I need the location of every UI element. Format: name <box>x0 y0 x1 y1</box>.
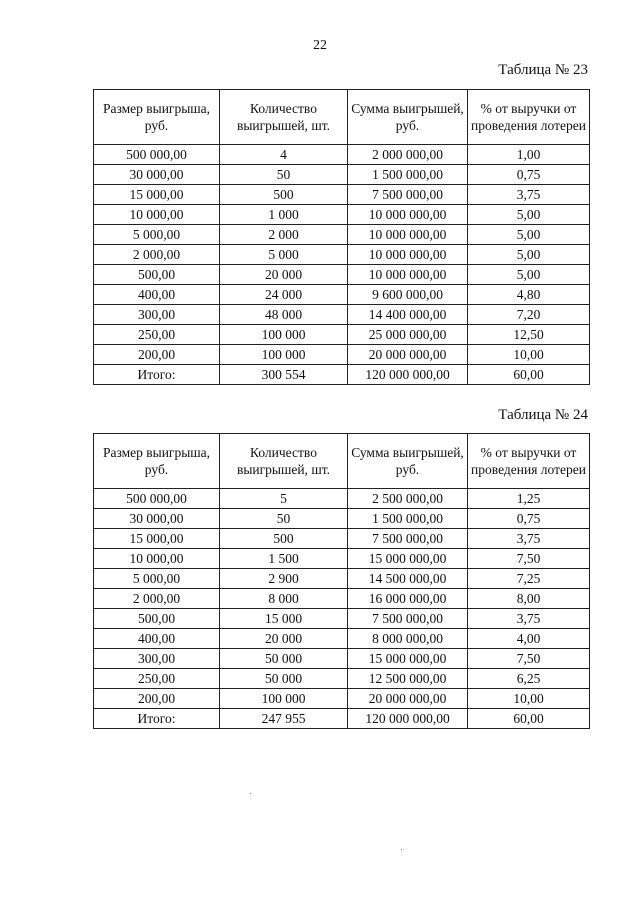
cell-prize-count: 15 000 <box>220 609 348 629</box>
cell-prize-sum: 15 000 000,00 <box>348 649 468 669</box>
table-row <box>94 225 590 245</box>
cell-revenue-percent: 60,00 <box>468 709 590 729</box>
cell-prize-size: 400,00 <box>94 285 220 305</box>
cell-revenue-percent: 3,75 <box>468 185 590 205</box>
cell-prize-sum: 10 000 000,00 <box>348 265 468 285</box>
cell-prize-size: 300,00 <box>94 649 220 669</box>
cell-revenue-percent: 8,00 <box>468 589 590 609</box>
cell-revenue-percent: 7,50 <box>468 549 590 569</box>
table-row <box>94 549 590 569</box>
table-row <box>94 669 590 689</box>
cell-prize-size: 400,00 <box>94 629 220 649</box>
cell-revenue-percent: 5,00 <box>468 205 590 225</box>
cell-prize-size: 500 000,00 <box>94 489 220 509</box>
cell-revenue-percent: 0,75 <box>468 509 590 529</box>
header-prize-sum: Сумма выигрышей, руб. <box>348 434 468 489</box>
table-row <box>94 205 590 225</box>
header-prize-size: Размер выигрыша, руб. <box>94 90 220 145</box>
cell-prize-size: 10 000,00 <box>94 205 220 225</box>
cell-prize-sum: 10 000 000,00 <box>348 225 468 245</box>
cell-prize-count: 5 <box>220 489 348 509</box>
header-prize-count: Количество выигрышей, шт. <box>220 434 348 489</box>
cell-prize-sum: 20 000 000,00 <box>348 345 468 365</box>
cell-revenue-percent: 7,20 <box>468 305 590 325</box>
cell-prize-size: 2 000,00 <box>94 589 220 609</box>
cell-prize-count: 48 000 <box>220 305 348 325</box>
cell-prize-sum: 120 000 000,00 <box>348 365 468 385</box>
cell-prize-sum: 14 500 000,00 <box>348 569 468 589</box>
cell-revenue-percent: 3,75 <box>468 529 590 549</box>
cell-prize-size: Итого: <box>94 365 220 385</box>
cell-revenue-percent: 4,80 <box>468 285 590 305</box>
cell-prize-sum: 10 000 000,00 <box>348 205 468 225</box>
cell-prize-sum: 7 500 000,00 <box>348 529 468 549</box>
cell-revenue-percent: 3,75 <box>468 609 590 629</box>
cell-revenue-percent: 5,00 <box>468 245 590 265</box>
table-row <box>94 285 590 305</box>
table-24-caption: Таблица № 24 <box>498 407 588 423</box>
cell-prize-count: 2 900 <box>220 569 348 589</box>
cell-prize-size: 30 000,00 <box>94 165 220 185</box>
table-row <box>94 489 590 509</box>
header-prize-sum: Сумма выигрышей, руб. <box>348 90 468 145</box>
cell-revenue-percent: 10,00 <box>468 345 590 365</box>
cell-prize-count: 100 000 <box>220 325 348 345</box>
header-prize-size: Размер выигрыша, руб. <box>94 434 220 489</box>
cell-prize-count: 1 500 <box>220 549 348 569</box>
prize-table-24 <box>93 433 590 729</box>
cell-prize-count: 100 000 <box>220 345 348 365</box>
cell-prize-count: 50 <box>220 509 348 529</box>
cell-prize-count: 50 000 <box>220 669 348 689</box>
cell-prize-count: 24 000 <box>220 285 348 305</box>
cell-revenue-percent: 7,25 <box>468 569 590 589</box>
cell-revenue-percent: 10,00 <box>468 689 590 709</box>
scan-speck <box>401 849 402 850</box>
cell-prize-count: 500 <box>220 185 348 205</box>
cell-revenue-percent: 60,00 <box>468 365 590 385</box>
table-row <box>94 165 590 185</box>
header-revenue-percent: % от выручки от проведения лотереи <box>468 434 590 489</box>
cell-prize-size: 500 000,00 <box>94 145 220 165</box>
header-revenue-percent: % от выручки от проведения лотереи <box>468 90 590 145</box>
cell-prize-count: 50 000 <box>220 649 348 669</box>
table-row <box>94 589 590 609</box>
cell-prize-size: 15 000,00 <box>94 185 220 205</box>
table-row <box>94 609 590 629</box>
cell-prize-sum: 1 500 000,00 <box>348 165 468 185</box>
cell-prize-count: 100 000 <box>220 689 348 709</box>
cell-prize-sum: 2 000 000,00 <box>348 145 468 165</box>
cell-prize-size: 15 000,00 <box>94 529 220 549</box>
cell-revenue-percent: 1,25 <box>468 489 590 509</box>
cell-prize-sum: 2 500 000,00 <box>348 489 468 509</box>
table-row <box>94 689 590 709</box>
cell-prize-count: 300 554 <box>220 365 348 385</box>
cell-prize-sum: 10 000 000,00 <box>348 245 468 265</box>
cell-prize-sum: 9 600 000,00 <box>348 285 468 305</box>
cell-prize-sum: 20 000 000,00 <box>348 689 468 709</box>
cell-prize-count: 247 955 <box>220 709 348 729</box>
table-row <box>94 265 590 285</box>
cell-revenue-percent: 12,50 <box>468 325 590 345</box>
cell-prize-sum: 1 500 000,00 <box>348 509 468 529</box>
table-row <box>94 185 590 205</box>
cell-prize-count: 20 000 <box>220 629 348 649</box>
cell-prize-size: 2 000,00 <box>94 245 220 265</box>
table-row <box>94 145 590 165</box>
cell-prize-size: 200,00 <box>94 689 220 709</box>
cell-revenue-percent: 7,50 <box>468 649 590 669</box>
table-row <box>94 345 590 365</box>
cell-prize-sum: 12 500 000,00 <box>348 669 468 689</box>
cell-prize-sum: 7 500 000,00 <box>348 609 468 629</box>
cell-revenue-percent: 0,75 <box>468 165 590 185</box>
cell-prize-size: Итого: <box>94 709 220 729</box>
cell-prize-size: 200,00 <box>94 345 220 365</box>
cell-prize-count: 1 000 <box>220 205 348 225</box>
table-total-row <box>94 365 590 385</box>
cell-prize-size: 250,00 <box>94 669 220 689</box>
table-row <box>94 305 590 325</box>
cell-prize-count: 4 <box>220 145 348 165</box>
table-header-row <box>94 90 590 145</box>
cell-revenue-percent: 5,00 <box>468 225 590 245</box>
cell-prize-sum: 7 500 000,00 <box>348 185 468 205</box>
cell-prize-count: 20 000 <box>220 265 348 285</box>
cell-prize-sum: 14 400 000,00 <box>348 305 468 325</box>
scan-speck <box>250 793 251 794</box>
cell-prize-count: 2 000 <box>220 225 348 245</box>
cell-revenue-percent: 1,00 <box>468 145 590 165</box>
table-row <box>94 569 590 589</box>
cell-prize-size: 5 000,00 <box>94 569 220 589</box>
cell-prize-size: 30 000,00 <box>94 509 220 529</box>
cell-prize-size: 10 000,00 <box>94 549 220 569</box>
cell-prize-size: 300,00 <box>94 305 220 325</box>
cell-prize-size: 250,00 <box>94 325 220 345</box>
cell-prize-size: 500,00 <box>94 265 220 285</box>
table-total-row <box>94 709 590 729</box>
cell-prize-sum: 8 000 000,00 <box>348 629 468 649</box>
page-number: 22 <box>313 38 327 53</box>
table-row <box>94 509 590 529</box>
cell-prize-count: 8 000 <box>220 589 348 609</box>
table-row <box>94 325 590 345</box>
table-row <box>94 629 590 649</box>
cell-prize-sum: 120 000 000,00 <box>348 709 468 729</box>
table-row <box>94 529 590 549</box>
prize-table-23 <box>93 89 590 385</box>
cell-prize-sum: 16 000 000,00 <box>348 589 468 609</box>
cell-revenue-percent: 5,00 <box>468 265 590 285</box>
table-23-caption: Таблица № 23 <box>498 62 588 78</box>
table-header-row <box>94 434 590 489</box>
cell-revenue-percent: 6,25 <box>468 669 590 689</box>
cell-revenue-percent: 4,00 <box>468 629 590 649</box>
header-prize-count: Количество выигрышей, шт. <box>220 90 348 145</box>
cell-prize-sum: 15 000 000,00 <box>348 549 468 569</box>
cell-prize-count: 500 <box>220 529 348 549</box>
cell-prize-size: 500,00 <box>94 609 220 629</box>
table-row <box>94 245 590 265</box>
cell-prize-count: 5 000 <box>220 245 348 265</box>
cell-prize-size: 5 000,00 <box>94 225 220 245</box>
cell-prize-sum: 25 000 000,00 <box>348 325 468 345</box>
cell-prize-count: 50 <box>220 165 348 185</box>
table-row <box>94 649 590 669</box>
